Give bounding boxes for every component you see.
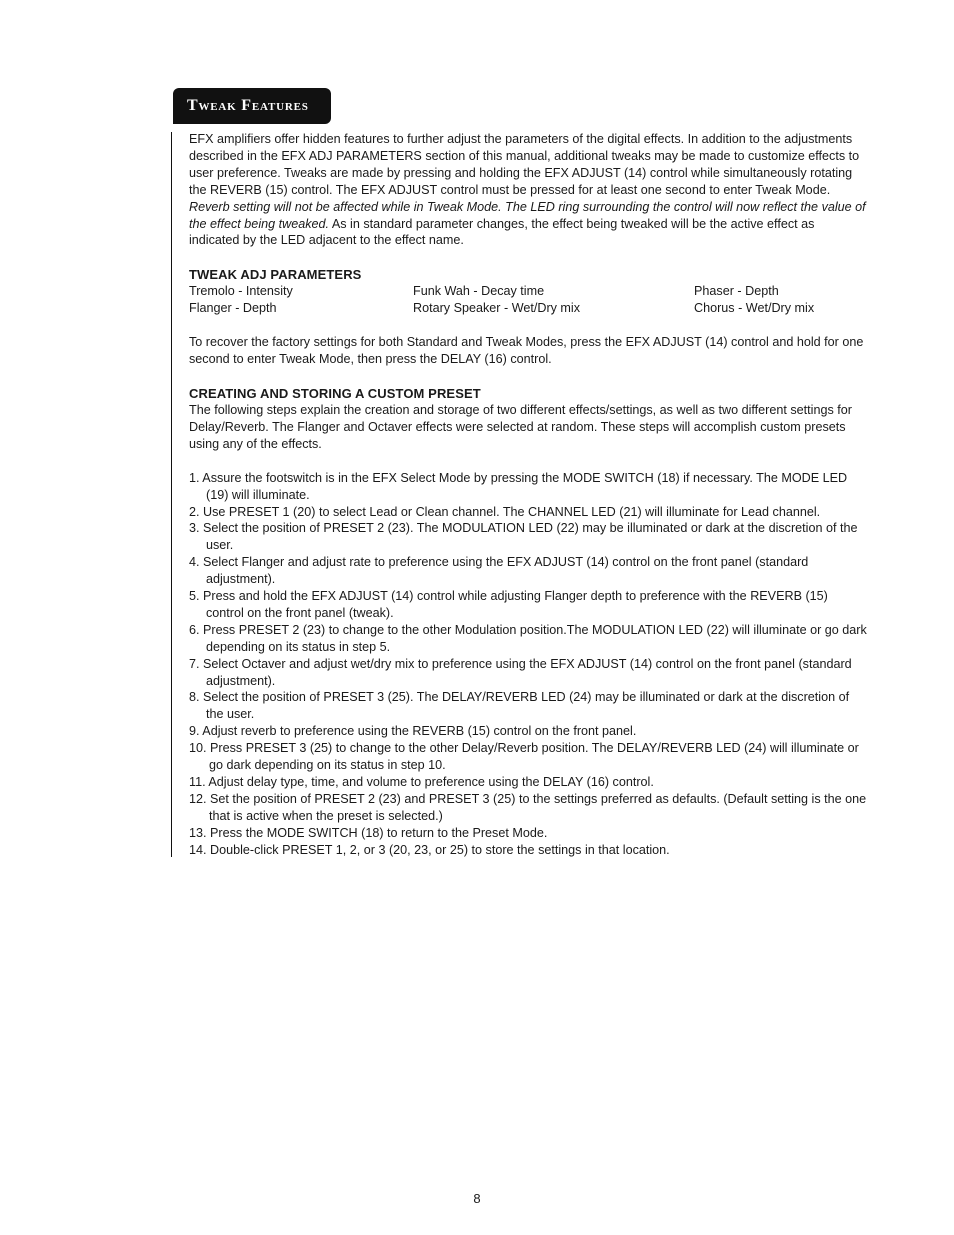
intro-paragraph — [189, 131, 867, 249]
intro-text-continued: As in standard parameter changes, the effect being tweaked will be the active effect as indicated by the LED adjacent to the effect name. — [189, 216, 815, 248]
tweak-params-grid — [189, 283, 867, 317]
list-item: 9. Adjust reverb to preference using the REVERB (15) control on the front panel. — [189, 724, 637, 739]
margin-rule — [171, 132, 172, 857]
page-content — [189, 131, 867, 859]
factory-reset-paragraph: To recover the factory settings for both Standard and Tweak Modes, press the EFX ADJUST (14) control and hold for one second to enter Tweak Mode, then press the DELAY (16) control. — [189, 335, 864, 367]
list-item: 2. Use PRESET 1 (20) to select Lead or Clean channel. The CHANNEL LED (21) will illuminate for Lead channel. — [189, 504, 821, 519]
list-item: 3. Select the position of PRESET 2 (23). The MODULATION LED (22) may be illuminated or dark at the discretion of the user. — [189, 521, 858, 553]
page-number: 8 — [473, 1191, 481, 1206]
custom-preset-intro: The following steps explain the creation and storage of two different effects/settings, as well as two different settings for Delay/Reverb. The Flanger and Octaver effects were selected at random. These steps will accomplish custom presets using any of the effects. — [189, 402, 852, 451]
custom-preset-heading: CREATING AND STORING A CUSTOM PRESET — [189, 385, 481, 401]
tweak-params-heading: TWEAK ADJ PARAMETERS — [189, 267, 362, 283]
list-item: 11. Adjust delay type, time, and volume to preference using the DELAY (16) control. — [189, 775, 654, 789]
list-item: 1. Assure the footswitch is in the EFX Select Mode by pressing the MODE SWITCH (18) if necessary. The MODE LED (19) will illuminate. — [189, 470, 848, 502]
param-item: Phaser - Depth — [694, 284, 779, 299]
param-item: Rotary Speaker - Wet/Dry mix — [413, 301, 581, 316]
list-item: 10. Press PRESET 3 (25) to change to the other Delay/Reverb position. The DELAY/REVERB LED (24) will illuminate or go dark depending on its status in step 10. — [189, 741, 859, 773]
list-item: 13. Press the MODE SWITCH (18) to return to the Preset Mode. — [189, 825, 548, 840]
param-item: Funk Wah - Decay time — [413, 284, 545, 299]
list-item: 12. Set the position of PRESET 2 (23) and PRESET 3 (25) to the settings preferred as defaults. (Default setting is the one that is active when the preset is selected.) — [189, 791, 867, 823]
intro-italic-note: Reverb setting will not be affected while in Tweak Mode. The LED ring surrounding the control will now reflect the value of the effect being tweaked. — [189, 199, 866, 231]
list-item: 6. Press PRESET 2 (23) to change to the other Modulation position.The MODULATION LED (22) will illuminate or go dark depending on its status in step 5. — [189, 622, 867, 654]
list-item: 4. Select Flanger and adjust rate to preference using the EFX ADJUST (14) control on the front panel (standard adjustment). — [189, 555, 809, 587]
section-title: Tweak Features — [173, 88, 331, 124]
preset-steps-list — [189, 470, 867, 859]
list-item: 5. Press and hold the EFX ADJUST (14) control while adjusting Flanger depth to preference with the REVERB (15) control on the front panel (tweak). — [189, 589, 828, 620]
param-item: Tremolo - Intensity — [189, 284, 293, 299]
list-item: 7. Select Octaver and adjust wet/dry mix to preference using the EFX ADJUST (14) control on the front panel (standard adjustment). — [189, 656, 852, 688]
list-item: 14. Double-click PRESET 1, 2, or 3 (20, 23, or 25) to store the settings in that location. — [189, 842, 670, 857]
param-item: Chorus - Wet/Dry mix — [694, 301, 815, 316]
param-item: Flanger - Depth — [189, 301, 277, 316]
intro-text: EFX amplifiers offer hidden features to further adjust the parameters of the digital effects. In addition to the adjustments described in the EFX ADJ PARAMETERS section of this manual, additional tweaks may be made to customize effects to user preference. Tweaks are made by pressing and holding the EFX ADJUST (14) control while simultaneously rotating the REVERB (15) control. The EFX ADJUST control must be pressed for at least one second to enter Tweak Mode. — [189, 132, 860, 197]
list-item: 8. Select the position of PRESET 3 (25). The DELAY/REVERB LED (24) may be illuminated or dark at the discretion of the user. — [189, 690, 850, 722]
